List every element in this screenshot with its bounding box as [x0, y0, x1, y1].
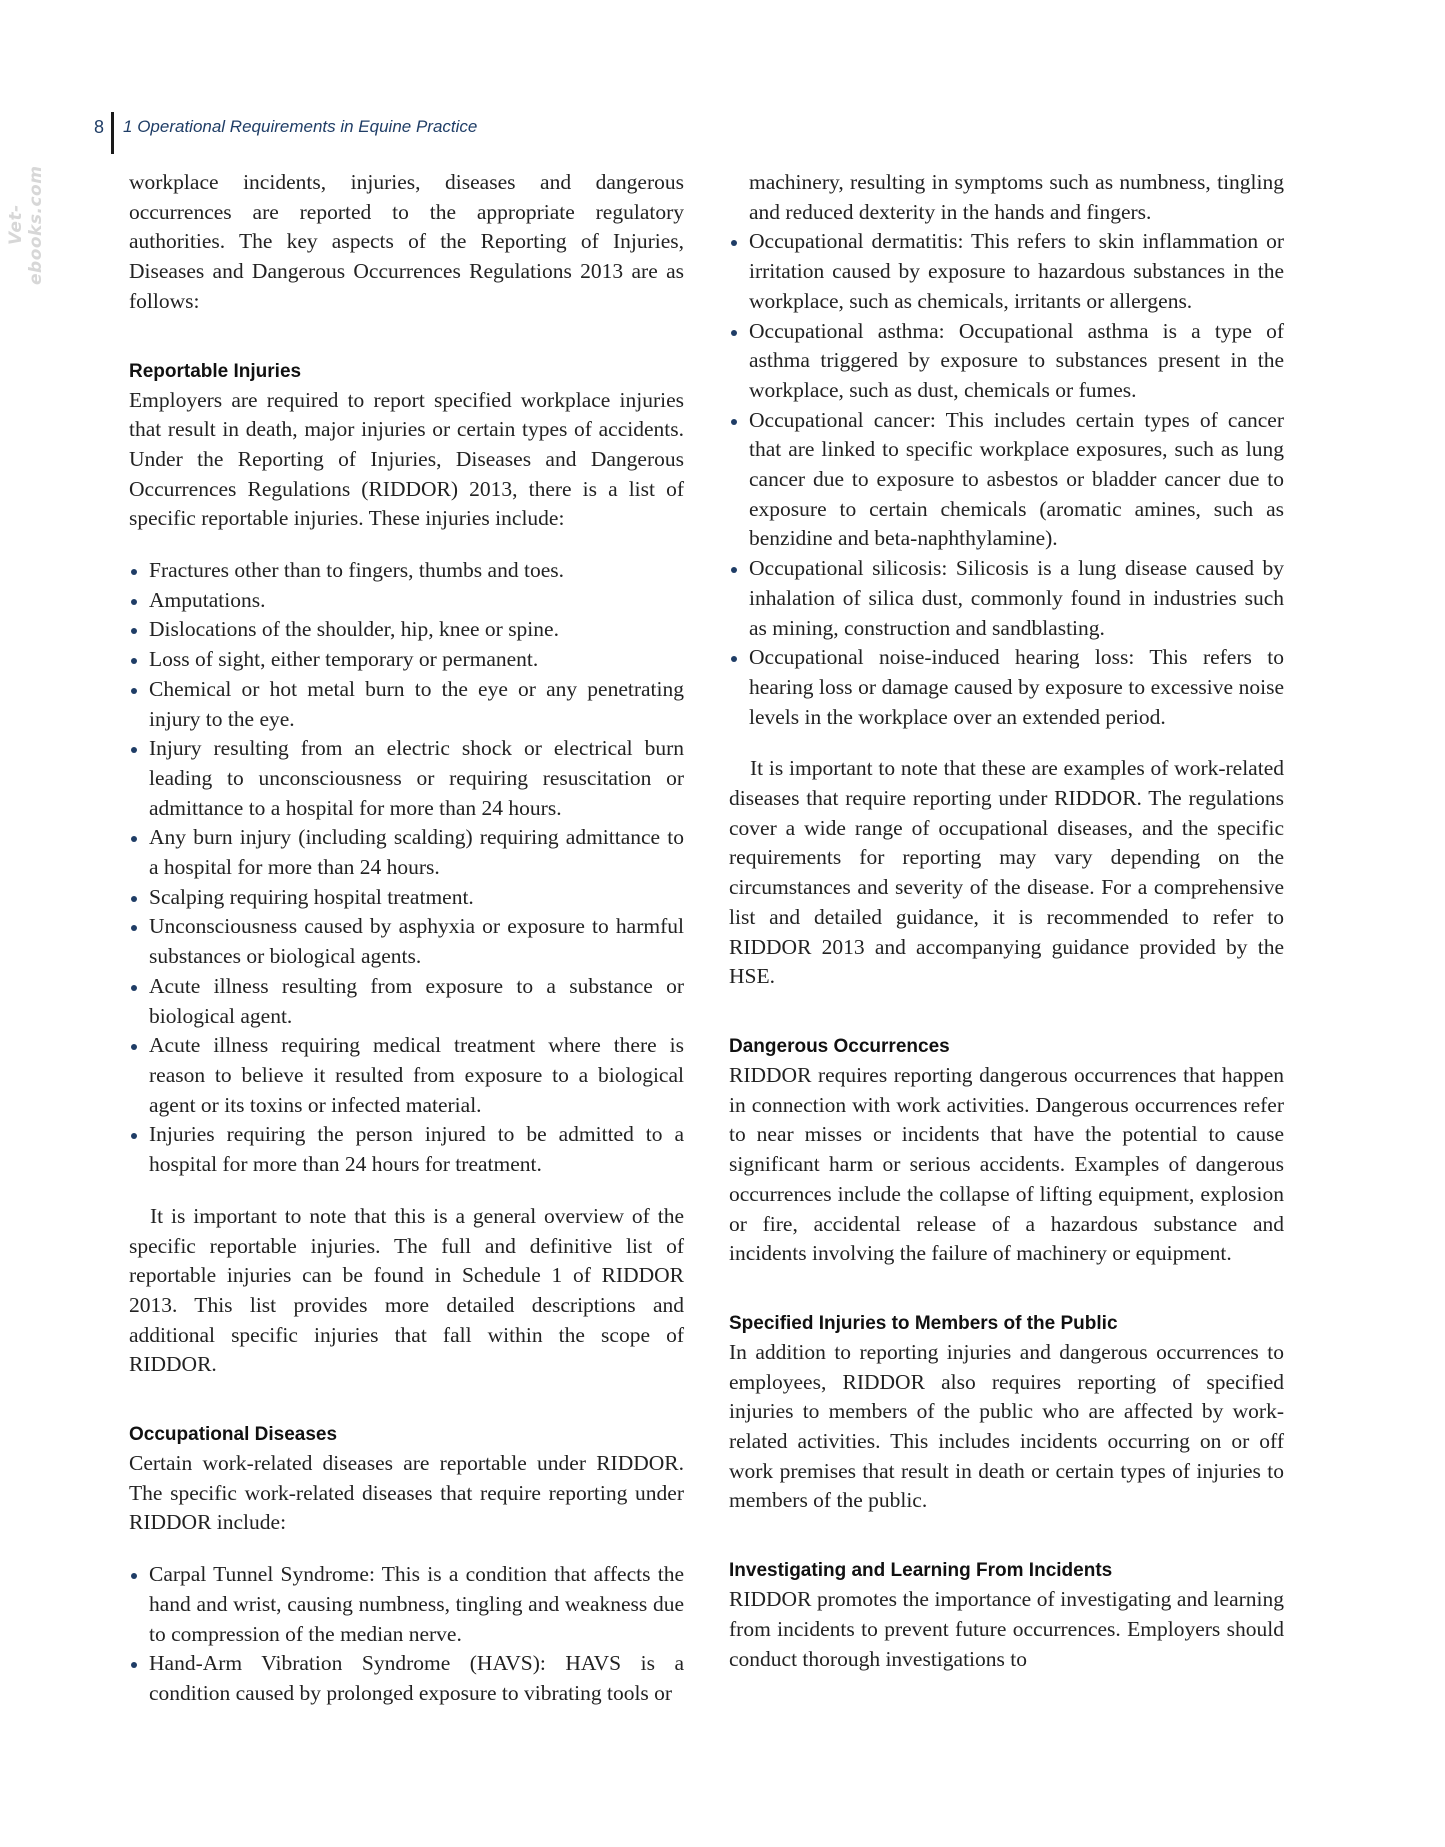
list-item: Carpal Tunnel Syndrome: This is a condition that affects the hand and wrist, causing numbness, tingling and weakness due to compression of the median nerve. — [129, 1560, 684, 1649]
list-item: Occupational dermatitis: This refers to skin inflammation or irritation caused by exposure to hazardous substances in the workplace, such as chemicals, irritants or allergens. — [729, 227, 1284, 316]
section-heading-public-injuries: Specified Injuries to Members of the Public — [729, 1312, 1118, 1334]
list-item: Loss of sight, either temporary or permanent. — [129, 645, 684, 675]
section-heading-occupational-diseases: Occupational Diseases — [129, 1424, 338, 1446]
list-item: Occupational noise-induced hearing loss: This refers to hearing loss or damage caused by exposure to excessive noise levels in the workplace over an extended period. — [729, 643, 1284, 732]
list-item: Occupational silicosis: Silicosis is a lung disease caused by inhalation of silica dust, commonly found in industries such as mining, construction and sandblasting. — [729, 554, 1284, 643]
list-item: Injuries requiring the person injured to be admitted to a hospital for more than 24 hours for treatment. — [129, 1120, 684, 1179]
reportable-injuries-list — [129, 556, 684, 1180]
intro-paragraph: workplace incidents, injuries, diseases and dangerous occurrences are reported to the appropriate regulatory authorities. The key aspects of the Reporting of Injuries, Diseases and Dangerous Occurrences Regulations 2013 are as follows: — [129, 170, 684, 313]
list-item: Occupational asthma: Occupational asthma is a type of asthma triggered by exposure to substances present in the workplace, such as dust, chemicals or fumes. — [729, 317, 1284, 406]
reportable-injuries-paragraph: Employers are required to report specified workplace injuries that result in death, major injuries or certain types of accidents. Under the Reporting of Injuries, Diseases and Dangerous Occurrences Regulations (RIDDOR) 2013, there is a list of specific reportable injuries. These injuries include: — [129, 387, 684, 531]
list-item: Any burn injury (including scalding) requiring admittance to a hospital for more than 24 hours. — [129, 823, 684, 882]
reportable-injuries-note: It is important to note that this is a general overview of the specific reportable injuries. The full and definitive list of reportable injuries can be found in Schedule 1 of RIDDOR 2013. This list provides more detailed descriptions and additional specific injuries that fall within the scope of RIDDOR. — [129, 1203, 684, 1377]
occupational-diseases-paragraph: Certain work-related diseases are reportable under RIDDOR. The specific work-related diseases that require reporting under RIDDOR include: — [129, 1451, 684, 1535]
list-item: Occupational cancer: This includes certain types of cancer that are linked to specific workplace exposures, such as lung cancer due to exposure to asbestos or bladder cancer due to exposure to certain chemicals (aromatic amines, such as benzidine and beta-naphthylamine). — [729, 406, 1284, 555]
page-header — [94, 112, 477, 156]
occupational-diseases-list-continued — [729, 168, 1284, 732]
section-heading-dangerous-occurrences: Dangerous Occurrences — [729, 1035, 950, 1057]
left-column — [129, 168, 684, 1709]
list-item: Acute illness requiring medical treatment where there is reason to believe it resulted from exposure to a biological agent or its toxins or infected material. — [129, 1031, 684, 1120]
right-column — [729, 168, 1284, 1674]
header-divider — [111, 112, 114, 154]
list-item: Unconsciousness caused by asphyxia or exposure to harmful substances or biological agents. — [129, 912, 684, 971]
list-item: Scalping requiring hospital treatment. — [129, 883, 684, 913]
public-injuries-paragraph: In addition to reporting injuries and dangerous occurrences to employees, RIDDOR also requires reporting of specified injuries to members of the public who are affected by work-related activities. This includes incidents occurring on or off work premises that result in death or certain types of injuries to members of the public. — [729, 1339, 1284, 1513]
occupational-diseases-note: It is important to note that these are examples of work-related diseases that require reporting under RIDDOR. The regulations cover a wide range of occupational diseases, and the specific requirements for reporting may vary depending on the circumstances and severity of the disease. For a comprehensive list and detailed guidance, it is recommended to refer to RIDDOR 2013 and accompanying guidance provided by the HSE. — [729, 756, 1284, 989]
investigating-paragraph: RIDDOR promotes the importance of investigating and learning from incidents to prevent future occurrences. Employers should conduct thorough investigations to — [729, 1587, 1284, 1671]
list-item-continuation: machinery, resulting in symptoms such as numbness, tingling and reduced dexterity in the hands and fingers. — [749, 170, 1284, 224]
list-item: Acute illness resulting from exposure to a substance or biological agent. — [129, 972, 684, 1031]
list-item: Dislocations of the shoulder, hip, knee or spine. — [129, 615, 684, 645]
list-item: Fractures other than to fingers, thumbs and toes. — [129, 556, 684, 586]
section-heading-investigating: Investigating and Learning From Incidents — [729, 1560, 1113, 1582]
page-number: 8 — [94, 117, 105, 137]
list-item: Injury resulting from an electric shock or electrical burn leading to unconsciousness or requiring resuscitation or admittance to a hospital for more than 24 hours. — [129, 734, 684, 823]
watermark: Vet-ebooks.com — [6, 165, 46, 285]
occupational-diseases-list — [129, 1560, 684, 1709]
list-item: Amputations. — [129, 586, 684, 616]
dangerous-occurrences-paragraph: RIDDOR requires reporting dangerous occurrences that happen in connection with work activities. Dangerous occurrences refer to near misses or incidents that have the potential to cause significant harm or serious accidents. Examples of dangerous occurrences include the collapse of lifting equipment, explosion or fire, accidental release of a hazardous substance and incidents involving the failure of machinery or equipment. — [729, 1062, 1284, 1266]
section-heading-reportable-injuries: Reportable Injuries — [129, 360, 302, 382]
list-item: Chemical or hot metal burn to the eye or any penetrating injury to the eye. — [129, 675, 684, 734]
running-title: 1 Operational Requirements in Equine Practice — [123, 117, 478, 136]
list-item: Hand-Arm Vibration Syndrome (HAVS): HAVS is a condition caused by prolonged exposure to vibrating tools or — [129, 1649, 684, 1708]
